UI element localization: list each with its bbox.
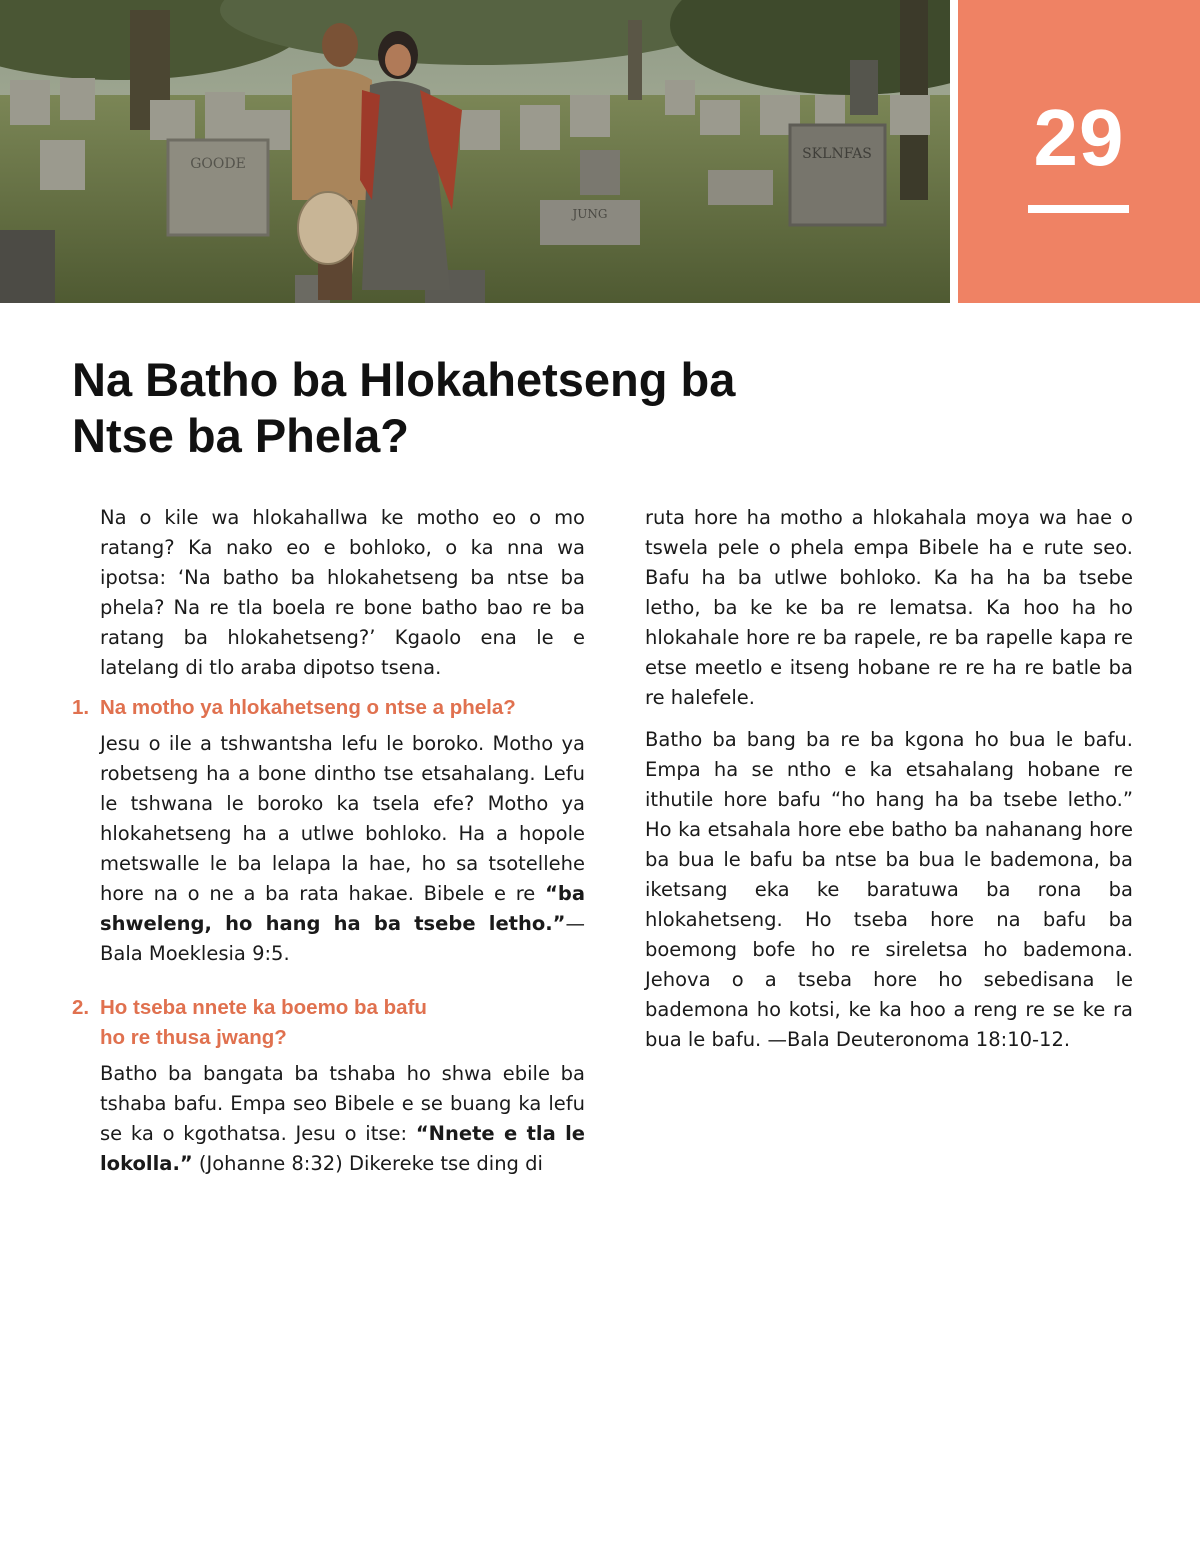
right-column	[645, 503, 1133, 1055]
question-2-quote: “Nnete e tla le lokolla.”	[100, 1122, 585, 1175]
lesson-number-block	[958, 0, 1200, 303]
question-1-reference: —Bala Moeklesia 9:5.	[100, 912, 585, 965]
question-2-answer-continued: (Johanne 8:32) Dikereke tse ding di	[192, 1152, 543, 1175]
question-1-answer	[72, 729, 585, 969]
question-2-answer-text: Batho ba bangata ba tshaba ho shwa ebile ba tshaba bafu. Empa seo Bibele e se buang ka lefu se ka o kgothatsa. Jesu o itse:	[100, 1062, 585, 1145]
question-2-heading	[72, 993, 585, 1053]
intro-paragraph: Na o kile wa hlokahallwa ke motho eo o mo ratang? Ka nako eo e bohloko, o ka nna wa ipotsa: ‘Na batho ba hlokahetseng ba ntse ba phela? Na re tla boela re bone batho bao re ba ratang ba hlokahetseng?’ Kgaolo ena le e latelang di tlo araba dipotso tsena.	[100, 506, 585, 679]
question-1-quote: “ba shweleng, ho hang ha ba tsebe letho.”	[100, 882, 585, 935]
question-2-text-line-1: Ho tseba nnete ka boemo ba bafu	[100, 996, 427, 1019]
question-1-answer-text: Jesu o ile a tshwantsha lefu le boroko. Motho ya robetseng ha a bone dintho tse etsahalang. Lefu le tshwana le boroko ka tsela efe? Motho ya hlokahetseng ha a utlwe bohloko. Ha a hopole metswalle le ba lelapa la hae, ho sa tsotellehe hore na o ne a ba rata hakae. Bibele e re	[100, 732, 585, 905]
question-2-answer-continuation: ruta hore ha motho a hlokahala moya wa hae o tswela pele o phela empa Bibele ha e rute seo. Bafu ha ba utlwe bohloko. Ka ha ha ba tsebe letho, ba ke ke ba re lematsa. Ka hoo ha ho hlokahale hore re ba rapele, re ba rapelle kapa re etse meetlo e itseng hobane re re ha re batle ba re halefele.	[645, 506, 1133, 709]
page-title	[72, 352, 972, 464]
question-2-text-line-2: ho re thusa jwang?	[100, 1026, 287, 1049]
question-2-number: 2.	[72, 996, 90, 1019]
headstone-text-goode: GOODE	[190, 156, 246, 172]
page-title-line-2: Ntse ba Phela?	[72, 409, 409, 462]
question-1-text: Na motho ya hlokahetseng o ntse a phela?	[100, 696, 516, 719]
lesson-number: 29	[1033, 93, 1125, 182]
lesson-number-underline	[1028, 205, 1129, 213]
question-2-answer-part-1	[72, 1059, 585, 1179]
question-2-text	[100, 993, 427, 1053]
left-column	[72, 503, 585, 1179]
question-1-heading	[72, 693, 585, 723]
headstone-text-sklnfas: SKLNFAS	[802, 146, 872, 162]
header-photo	[0, 0, 950, 303]
question-2-answer-part-2: Batho ba bang ba re ba kgona ho bua le bafu. Empa ha se ntho e ka etsahalang hobane re ithutile hore bafu “ho hang ha ba tsebe letho.” Ho ka etsahala hore ebe batho ba nahanang hore ba bua le bafu ba ntse ba bua le bademona, ba iketsang eka ke baratuwa ba rona ba hlokahetseng. Ho tseba hore na bafu ba boemong bofe ho re sireletsa ho bademona. Jehova o a tseba hore ho sebedisana le bademona ho kotsi, ke ka hoo a reng re se ke ra bua le bafu. —Bala Deuteronoma 18:10-12.	[645, 728, 1133, 1051]
headstone-text-jung: JUNG	[572, 207, 608, 221]
page-title-line-1: Na Batho ba Hlokahetseng ba	[72, 353, 736, 406]
question-1-number: 1.	[72, 696, 90, 719]
